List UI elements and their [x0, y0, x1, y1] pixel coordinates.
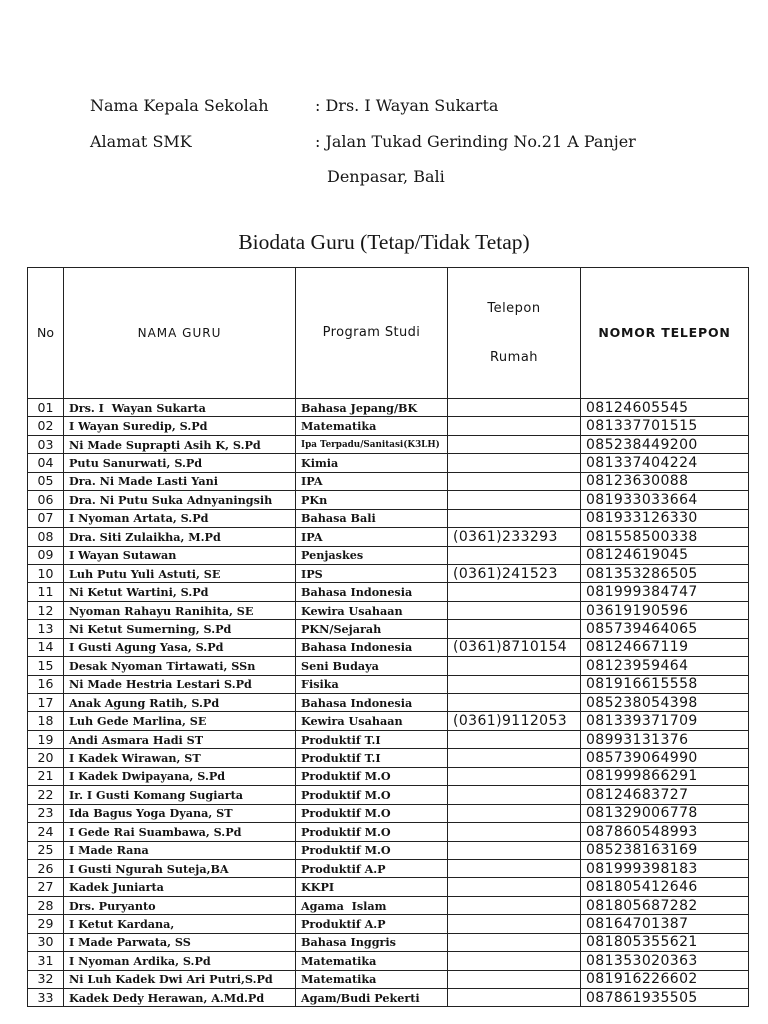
cell-teacher-name: Andi Asmara Hadi ST: [64, 730, 296, 748]
table-row: [28, 435, 749, 453]
header-teacher-name: NAMA GURU: [64, 268, 296, 399]
cell-program-studi: Matematika: [296, 952, 448, 970]
cell-home-phone: [448, 509, 581, 527]
cell-phone-number: 08123959464: [581, 657, 749, 675]
table-row: [28, 730, 749, 748]
cell-phone-number: 081805687282: [581, 896, 749, 914]
cell-phone-number: 085238054398: [581, 694, 749, 712]
cell-phone-number: 081337404224: [581, 454, 749, 472]
cell-no: 23: [28, 804, 64, 822]
cell-program-studi: Bahasa Indonesia: [296, 694, 448, 712]
cell-program-studi: PKN/Sejarah: [296, 620, 448, 638]
cell-phone-number: 081999398183: [581, 859, 749, 877]
cell-no: 32: [28, 970, 64, 988]
cell-phone-number: 08124605545: [581, 399, 749, 417]
cell-home-phone: [448, 859, 581, 877]
cell-phone-number: 08123630088: [581, 472, 749, 490]
table-row: [28, 767, 749, 785]
cell-phone-number: 08124619045: [581, 546, 749, 564]
table-row: [28, 564, 749, 582]
cell-no: 22: [28, 786, 64, 804]
cell-phone-number: 081805412646: [581, 878, 749, 896]
table-row: [28, 399, 749, 417]
cell-teacher-name: I Kadek Wirawan, ST: [64, 749, 296, 767]
table-row: [28, 528, 749, 546]
cell-teacher-name: Ir. I Gusti Komang Sugiarta: [64, 786, 296, 804]
cell-phone-number: 08993131376: [581, 730, 749, 748]
cell-home-phone: [448, 804, 581, 822]
table-row: [28, 620, 749, 638]
header-phone-number: NOMOR TELEPON: [581, 268, 749, 399]
table-row: [28, 896, 749, 914]
table-row: [28, 859, 749, 877]
cell-teacher-name: I Nyoman Artata, S.Pd: [64, 509, 296, 527]
table-row: [28, 601, 749, 619]
cell-no: 21: [28, 767, 64, 785]
teacher-table: [27, 267, 749, 1007]
cell-program-studi: Produktif T.I: [296, 730, 448, 748]
cell-teacher-name: Ida Bagus Yoga Dyana, ST: [64, 804, 296, 822]
cell-teacher-name: I Gusti Agung Yasa, S.Pd: [64, 638, 296, 656]
table-row: [28, 546, 749, 564]
cell-phone-number: 085739064990: [581, 749, 749, 767]
table-row: [28, 417, 749, 435]
cell-phone-number: 087861935505: [581, 989, 749, 1007]
table-row: [28, 509, 749, 527]
cell-home-phone: [448, 841, 581, 859]
table-row: [28, 638, 749, 656]
table-row: [28, 823, 749, 841]
cell-program-studi: Fisika: [296, 675, 448, 693]
cell-program-studi: Seni Budaya: [296, 657, 448, 675]
cell-phone-number: 081999384747: [581, 583, 749, 601]
cell-home-phone: [448, 786, 581, 804]
cell-program-studi: Kimia: [296, 454, 448, 472]
cell-home-phone: [448, 730, 581, 748]
table-row: [28, 786, 749, 804]
principal-label: Nama Kepala Sekolah: [90, 96, 269, 115]
cell-home-phone: [448, 546, 581, 564]
cell-program-studi: Produktif A.P: [296, 915, 448, 933]
cell-no: 20: [28, 749, 64, 767]
cell-no: 33: [28, 989, 64, 1007]
cell-home-phone: [448, 435, 581, 453]
table-row: [28, 841, 749, 859]
cell-no: 12: [28, 601, 64, 619]
address-line-1: : Jalan Tukad Gerinding No.21 A Panjer: [315, 132, 636, 151]
cell-home-phone: [448, 896, 581, 914]
cell-no: 13: [28, 620, 64, 638]
cell-program-studi: Kewira Usahaan: [296, 601, 448, 619]
cell-program-studi: Bahasa Inggris: [296, 933, 448, 951]
cell-phone-number: 085739464065: [581, 620, 749, 638]
cell-no: 14: [28, 638, 64, 656]
cell-home-phone: [448, 472, 581, 490]
cell-home-phone: [448, 767, 581, 785]
cell-home-phone: (0361)233293: [448, 528, 581, 546]
cell-phone-number: 081337701515: [581, 417, 749, 435]
cell-phone-number: 081558500338: [581, 528, 749, 546]
cell-teacher-name: I Gede Rai Suambawa, S.Pd: [64, 823, 296, 841]
cell-teacher-name: I Kadek Dwipayana, S.Pd: [64, 767, 296, 785]
cell-program-studi: IPA: [296, 528, 448, 546]
cell-phone-number: 081353020363: [581, 952, 749, 970]
cell-phone-number: 085238449200: [581, 435, 749, 453]
cell-no: 28: [28, 896, 64, 914]
cell-home-phone: [448, 989, 581, 1007]
cell-home-phone: [448, 620, 581, 638]
cell-program-studi: Produktif M.O: [296, 841, 448, 859]
cell-teacher-name: Putu Sanurwati, S.Pd: [64, 454, 296, 472]
cell-no: 07: [28, 509, 64, 527]
cell-home-phone: (0361)9112053: [448, 712, 581, 730]
cell-no: 16: [28, 675, 64, 693]
cell-phone-number: 081353286505: [581, 564, 749, 582]
cell-phone-number: 03619190596: [581, 601, 749, 619]
cell-phone-number: 081916615558: [581, 675, 749, 693]
cell-no: 17: [28, 694, 64, 712]
cell-phone-number: 081339371709: [581, 712, 749, 730]
cell-no: 27: [28, 878, 64, 896]
cell-home-phone: (0361)241523: [448, 564, 581, 582]
cell-phone-number: 085238163169: [581, 841, 749, 859]
cell-program-studi: PKn: [296, 491, 448, 509]
address-line-2: Denpasar, Bali: [327, 167, 445, 186]
cell-no: 29: [28, 915, 64, 933]
cell-teacher-name: Ni Ketut Sumerning, S.Pd: [64, 620, 296, 638]
cell-program-studi: IPA: [296, 472, 448, 490]
cell-no: 24: [28, 823, 64, 841]
principal-name: : Drs. I Wayan Sukarta: [315, 96, 499, 115]
cell-program-studi: Produktif M.O: [296, 804, 448, 822]
address-label: Alamat SMK: [90, 132, 192, 151]
cell-teacher-name: Dra. Ni Putu Suka Adnyaningsih: [64, 491, 296, 509]
cell-home-phone: [448, 675, 581, 693]
table-row: [28, 583, 749, 601]
cell-program-studi: IPS: [296, 564, 448, 582]
teacher-rows: [28, 399, 749, 1007]
table-row: [28, 804, 749, 822]
cell-teacher-name: I Nyoman Ardika, S.Pd: [64, 952, 296, 970]
header-program-studi: Program Studi: [296, 268, 448, 399]
cell-phone-number: 081933126330: [581, 509, 749, 527]
table-row: [28, 878, 749, 896]
cell-no: 19: [28, 730, 64, 748]
cell-no: 15: [28, 657, 64, 675]
table-row: [28, 657, 749, 675]
cell-phone-number: 087860548993: [581, 823, 749, 841]
cell-teacher-name: Nyoman Rahayu Ranihita, SE: [64, 601, 296, 619]
cell-phone-number: 081329006778: [581, 804, 749, 822]
cell-phone-number: 08124683727: [581, 786, 749, 804]
cell-program-studi: Penjaskes: [296, 546, 448, 564]
cell-program-studi: Agam/Budi Pekerti: [296, 989, 448, 1007]
cell-home-phone: [448, 915, 581, 933]
table-row: [28, 675, 749, 693]
cell-program-studi: Agama Islam: [296, 896, 448, 914]
table-row: [28, 712, 749, 730]
cell-teacher-name: I Gusti Ngurah Suteja,BA: [64, 859, 296, 877]
cell-home-phone: [448, 417, 581, 435]
cell-no: 26: [28, 859, 64, 877]
cell-program-studi: Bahasa Indonesia: [296, 583, 448, 601]
cell-teacher-name: Desak Nyoman Tirtawati, SSn: [64, 657, 296, 675]
cell-program-studi: Ipa Terpadu/Sanitasi(K3LH): [296, 435, 448, 453]
cell-phone-number: 081916226602: [581, 970, 749, 988]
cell-teacher-name: Ni Luh Kadek Dwi Ari Putri,S.Pd: [64, 970, 296, 988]
cell-no: 08: [28, 528, 64, 546]
cell-home-phone: (0361)8710154: [448, 638, 581, 656]
cell-home-phone: [448, 878, 581, 896]
cell-no: 10: [28, 564, 64, 582]
cell-no: 01: [28, 399, 64, 417]
cell-home-phone: [448, 454, 581, 472]
cell-teacher-name: Dra. Siti Zulaikha, M.Pd: [64, 528, 296, 546]
cell-no: 02: [28, 417, 64, 435]
cell-no: 30: [28, 933, 64, 951]
cell-program-studi: Produktif T.I: [296, 749, 448, 767]
cell-home-phone: [448, 399, 581, 417]
cell-no: 11: [28, 583, 64, 601]
cell-no: 25: [28, 841, 64, 859]
cell-home-phone: [448, 749, 581, 767]
cell-teacher-name: I Wayan Sutawan: [64, 546, 296, 564]
cell-teacher-name: Anak Agung Ratih, S.Pd: [64, 694, 296, 712]
cell-home-phone: [448, 657, 581, 675]
cell-home-phone: [448, 823, 581, 841]
cell-home-phone: [448, 601, 581, 619]
cell-home-phone: [448, 970, 581, 988]
cell-phone-number: 081805355621: [581, 933, 749, 951]
table-row: [28, 694, 749, 712]
cell-program-studi: Produktif M.O: [296, 823, 448, 841]
cell-no: 18: [28, 712, 64, 730]
cell-teacher-name: I Made Parwata, SS: [64, 933, 296, 951]
cell-home-phone: [448, 491, 581, 509]
cell-phone-number: 08124667119: [581, 638, 749, 656]
cell-home-phone: [448, 694, 581, 712]
header-no: No: [28, 268, 64, 399]
table-row: [28, 491, 749, 509]
cell-phone-number: 081999866291: [581, 767, 749, 785]
table-row: [28, 472, 749, 490]
cell-program-studi: KKPI: [296, 878, 448, 896]
cell-program-studi: Bahasa Bali: [296, 509, 448, 527]
cell-no: 06: [28, 491, 64, 509]
cell-teacher-name: Drs. Puryanto: [64, 896, 296, 914]
cell-teacher-name: I Made Rana: [64, 841, 296, 859]
table-row: [28, 749, 749, 767]
cell-no: 03: [28, 435, 64, 453]
cell-no: 09: [28, 546, 64, 564]
header-home-phone: [448, 268, 581, 399]
cell-teacher-name: I Ketut Kardana,: [64, 915, 296, 933]
cell-teacher-name: Dra. Ni Made Lasti Yani: [64, 472, 296, 490]
cell-program-studi: Matematika: [296, 970, 448, 988]
cell-program-studi: Produktif M.O: [296, 767, 448, 785]
cell-no: 05: [28, 472, 64, 490]
table-row: [28, 933, 749, 951]
cell-program-studi: Kewira Usahaan: [296, 712, 448, 730]
cell-teacher-name: Ni Ketut Wartini, S.Pd: [64, 583, 296, 601]
cell-teacher-name: I Wayan Suredip, S.Pd: [64, 417, 296, 435]
cell-teacher-name: Kadek Dedy Herawan, A.Md.Pd: [64, 989, 296, 1007]
table-row: [28, 915, 749, 933]
cell-program-studi: Bahasa Jepang/BK: [296, 399, 448, 417]
cell-teacher-name: Kadek Juniarta: [64, 878, 296, 896]
table-row: [28, 454, 749, 472]
cell-program-studi: Produktif M.O: [296, 786, 448, 804]
table-row: [28, 952, 749, 970]
document-title: Biodata Guru (Tetap/Tidak Tetap): [238, 230, 530, 254]
cell-program-studi: Bahasa Indonesia: [296, 638, 448, 656]
cell-teacher-name: Ni Made Hestria Lestari S.Pd: [64, 675, 296, 693]
table-row: [28, 989, 749, 1007]
cell-home-phone: [448, 933, 581, 951]
cell-teacher-name: Luh Gede Marlina, SE: [64, 712, 296, 730]
table-header-row: [28, 268, 749, 399]
header-home-phone-line2: Rumah: [489, 350, 539, 365]
cell-home-phone: [448, 583, 581, 601]
cell-no: 31: [28, 952, 64, 970]
table-row: [28, 970, 749, 988]
cell-program-studi: Produktif A.P: [296, 859, 448, 877]
cell-teacher-name: Luh Putu Yuli Astuti, SE: [64, 564, 296, 582]
header-home-phone-line1: Telepon: [487, 301, 541, 316]
cell-phone-number: 081933033664: [581, 491, 749, 509]
cell-teacher-name: Drs. I Wayan Sukarta: [64, 399, 296, 417]
cell-home-phone: [448, 952, 581, 970]
cell-program-studi: Matematika: [296, 417, 448, 435]
cell-no: 04: [28, 454, 64, 472]
cell-teacher-name: Ni Made Suprapti Asih K, S.Pd: [64, 435, 296, 453]
cell-phone-number: 08164701387: [581, 915, 749, 933]
